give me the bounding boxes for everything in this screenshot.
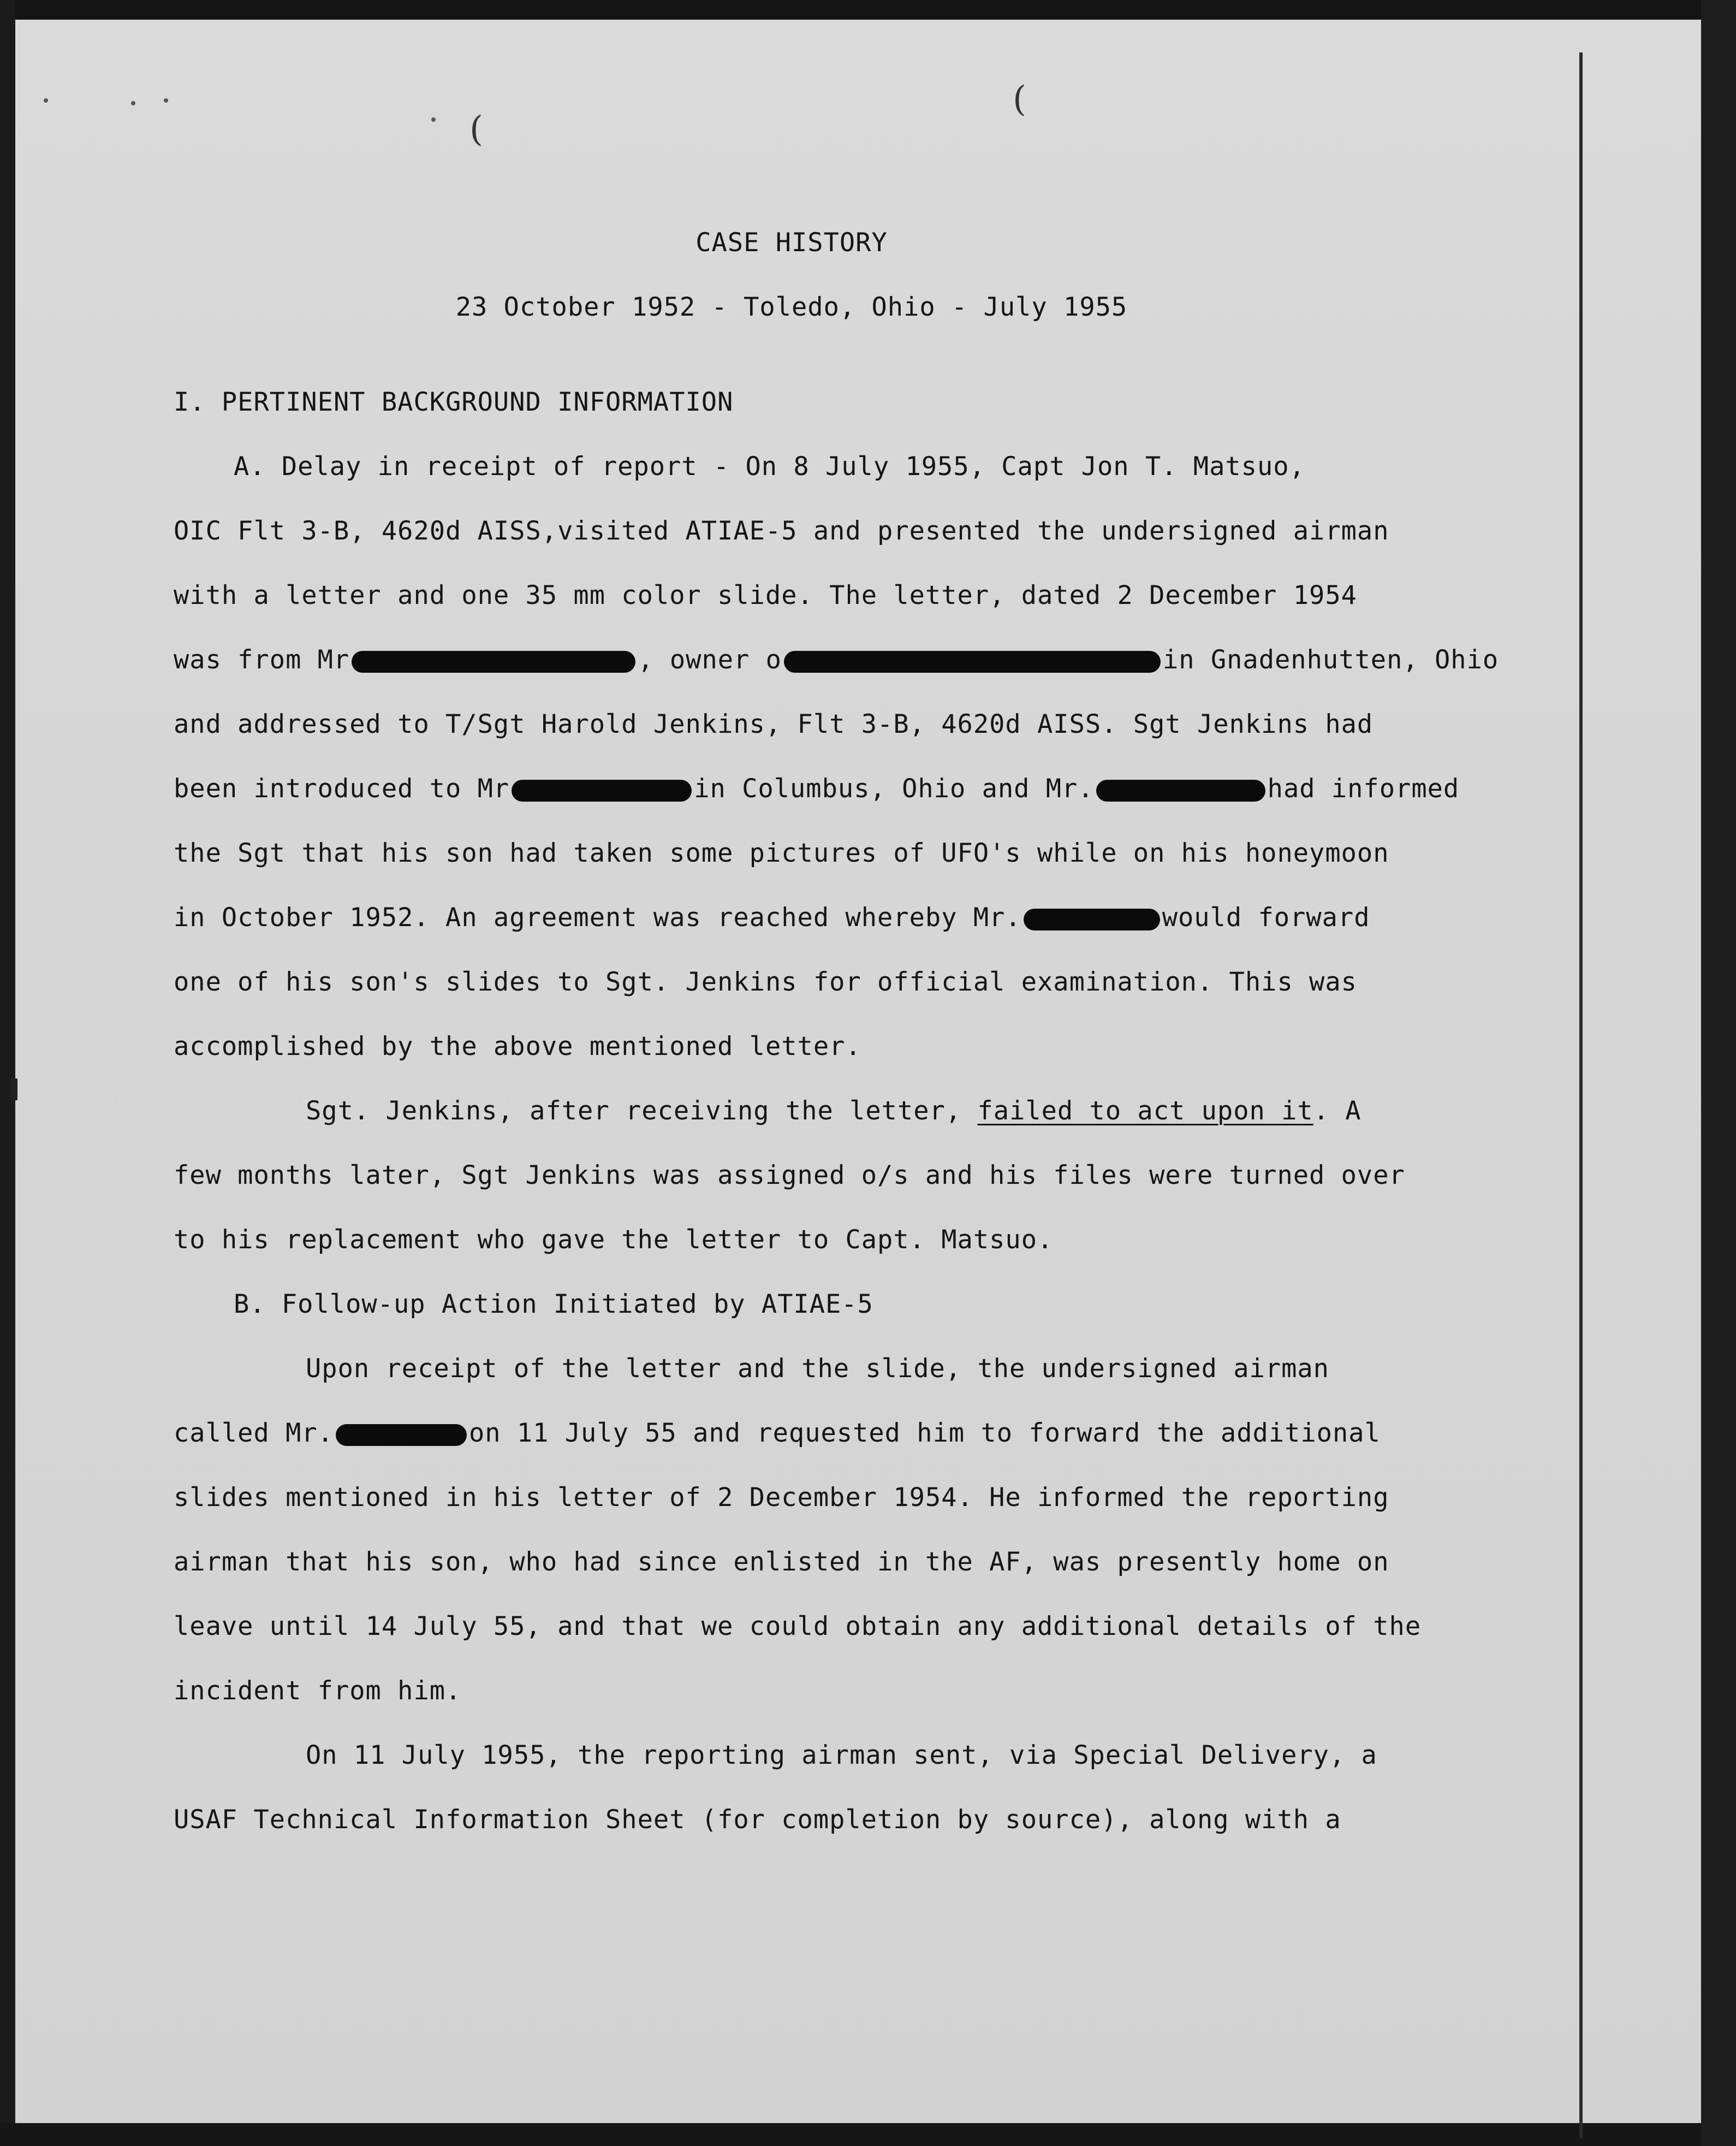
para-b2-line-1: On 11 July 1955, the reporting airman sent, via Special Delivery, a [306, 1740, 1377, 1770]
document-title: CASE HISTORY [695, 228, 888, 258]
scan-mark-paren: ( [1013, 79, 1026, 120]
scan-mark-paren: ( [469, 109, 483, 150]
text-segment: on 11 July 55 and requested him to forward the additional [468, 1418, 1381, 1448]
scan-speck [164, 98, 168, 103]
para-a2-line-2: few months later, Sgt Jenkins was assigned o/s and his files were turned over [174, 1160, 1405, 1190]
text-segment: been introduced to Mr [174, 774, 510, 804]
para-a-line-4 [174, 644, 1499, 677]
text-segment: in October 1952. An agreement was reached whereby Mr. [174, 903, 1021, 933]
text-segment: in Gnadenhutten, Ohio [1162, 645, 1499, 675]
para-b2-line-2: USAF Technical Information Sheet (for completion by source), along with a [174, 1805, 1341, 1835]
text-segment: was from Mr [174, 645, 350, 675]
text-segment: . A [1313, 1096, 1362, 1126]
text-segment: called Mr. [174, 1418, 334, 1448]
para-b-line-6: incident from him. [174, 1676, 462, 1706]
para-a-line-10: accomplished by the above mentioned letter. [174, 1031, 861, 1062]
para-a-line-8 [174, 902, 1370, 934]
underlined-text: failed to act upon it [977, 1096, 1313, 1126]
scan-speck [131, 101, 135, 105]
text-segment: , owner o [638, 645, 782, 675]
para-a-line-1: A. Delay in receipt of report - On 8 July 1955, Capt Jon T. Matsuo, [234, 452, 1305, 482]
text-segment: had informed [1267, 774, 1460, 804]
redaction-bar [352, 651, 635, 673]
scan-border-bottom [0, 2123, 1736, 2146]
para-b-line-5: leave until 14 July 55, and that we could obtain any additional details of the [174, 1611, 1422, 1641]
redaction-bar [1096, 780, 1265, 802]
para-b-line-1: Upon receipt of the letter and the slide, the undersigned airman [306, 1354, 1329, 1384]
section-heading: I. PERTINENT BACKGROUND INFORMATION [174, 387, 734, 417]
scan-speck [431, 117, 436, 122]
redaction-bar [512, 780, 692, 802]
redaction-bar [1024, 909, 1160, 930]
redaction-bar [336, 1424, 467, 1446]
document-subtitle: 23 October 1952 - Toledo, Ohio - July 1955 [455, 292, 1128, 322]
para-a-line-5: and addressed to T/Sgt Harold Jenkins, Flt 3-B, 4620d AISS. Sgt Jenkins had [174, 709, 1374, 739]
margin-rule [1579, 52, 1583, 2138]
para-a2-line-3: to his replacement who gave the letter to Capt. Matsuo. [174, 1225, 1054, 1255]
para-a-line-7: the Sgt that his son had taken some pictures of UFO's while on his honeymoon [174, 838, 1389, 868]
text-segment: would forward [1162, 903, 1370, 933]
para-b-line-2 [174, 1417, 1381, 1450]
para-b-line-4: airman that his son, who had since enlisted in the AF, was presently home on [174, 1547, 1389, 1577]
scan-border-top [0, 0, 1736, 20]
scan-speck [44, 98, 48, 103]
scan-mark [11, 1078, 17, 1100]
para-b-line-3: slides mentioned in his letter of 2 December 1954. He informed the reporting [174, 1483, 1389, 1513]
para-a-line-9: one of his son's slides to Sgt. Jenkins for official examination. This was [174, 967, 1357, 997]
para-a2-line-1 [306, 1095, 1362, 1128]
redaction-bar [784, 651, 1161, 673]
scan-border-right [1701, 0, 1736, 2146]
para-a-line-3: with a letter and one 35 mm color slide. The letter, dated 2 December 1954 [174, 580, 1357, 610]
para-b-heading: B. Follow-up Action Initiated by ATIAE-5 [234, 1289, 873, 1319]
text-segment: in Columbus, Ohio and Mr. [694, 774, 1094, 804]
text-segment: Sgt. Jenkins, after receiving the letter, [306, 1096, 978, 1126]
para-a-line-6 [174, 773, 1459, 805]
para-a-line-2: OIC Flt 3-B, 4620d AISS,visited ATIAE-5 and presented the undersigned airman [174, 516, 1389, 546]
